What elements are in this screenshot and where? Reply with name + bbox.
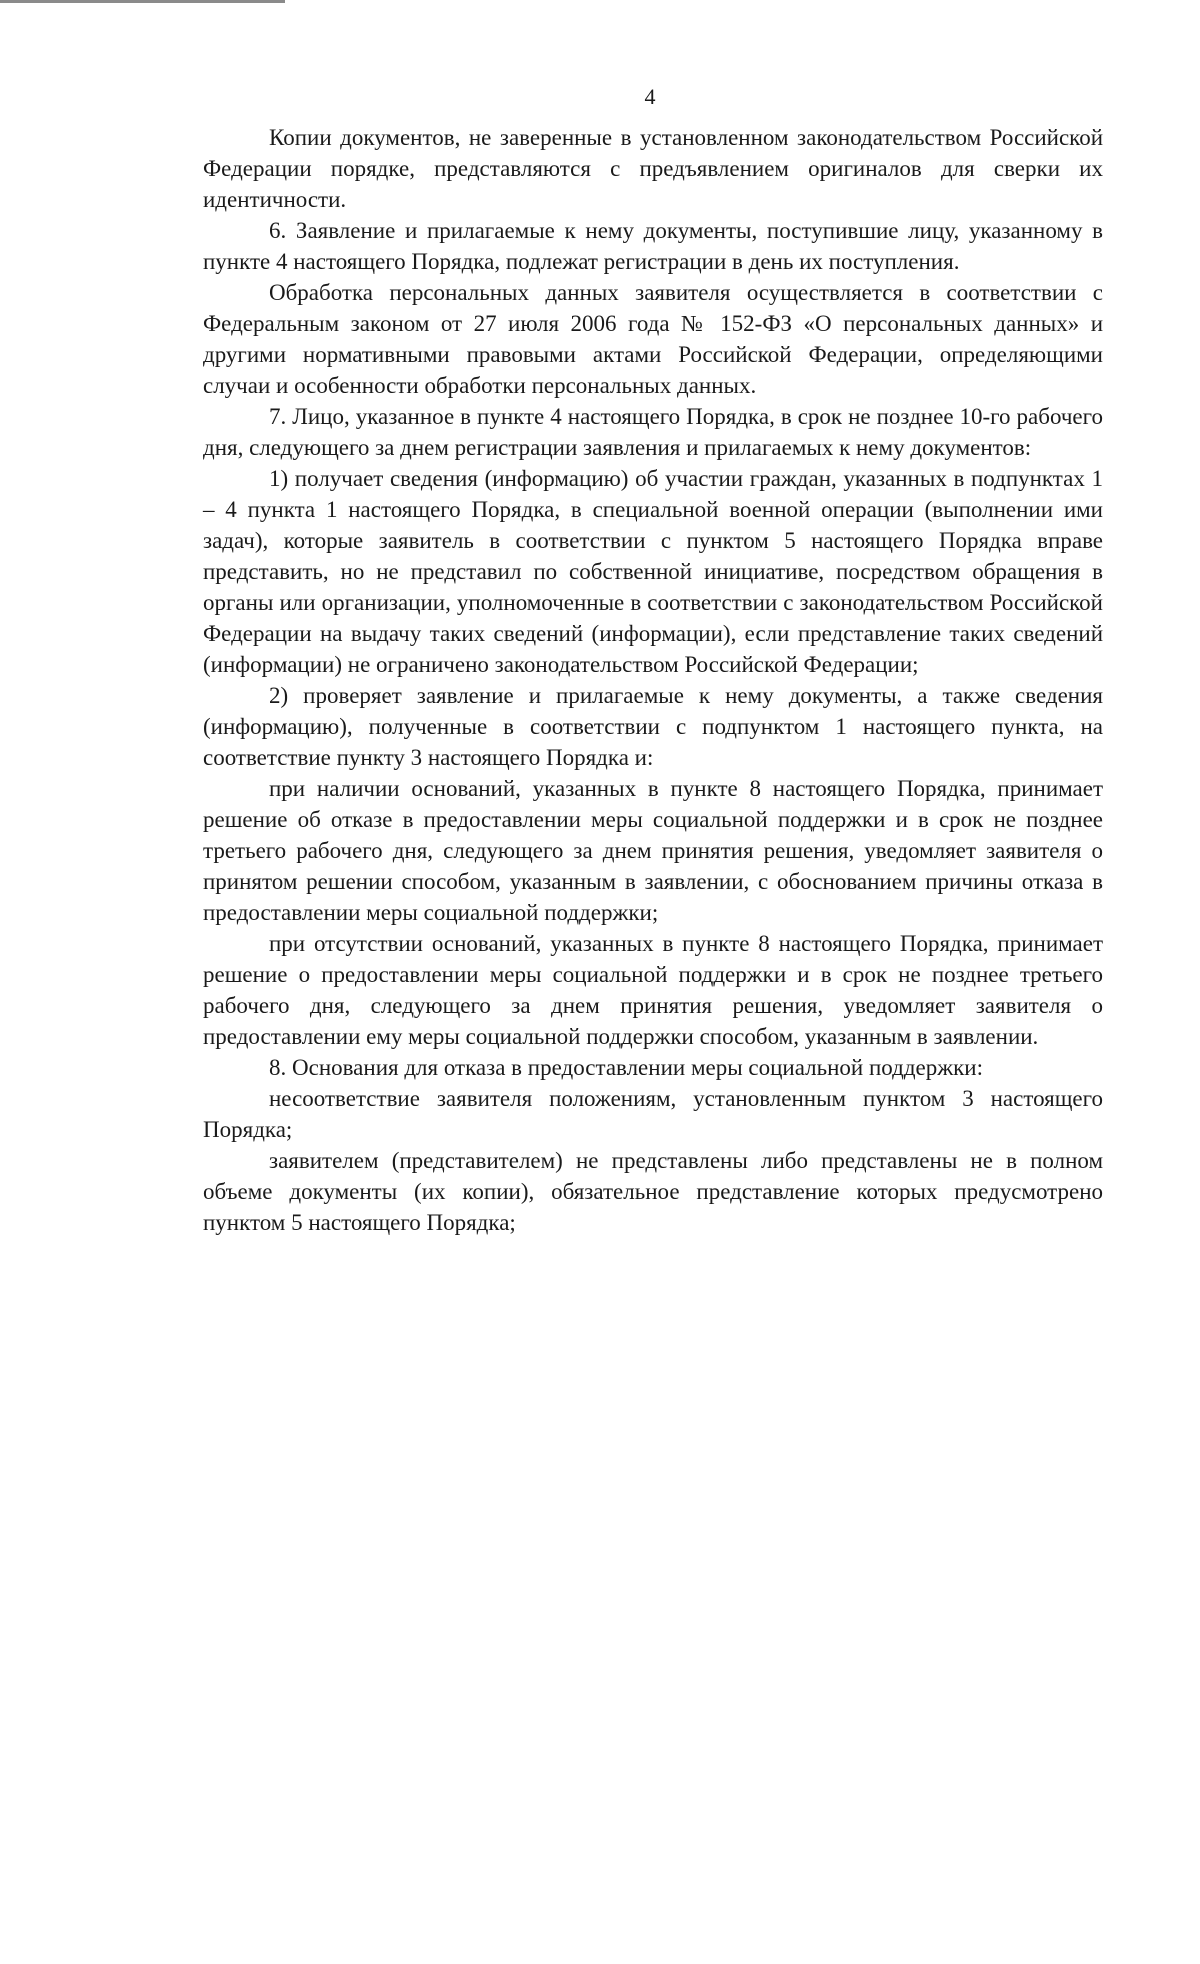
paragraph-ground-nonconformity: несоответствие заявителя положениям, установленным пунктом 3 настоящего Порядка;	[203, 1086, 1103, 1142]
paragraph-item-7: 7. Лицо, указанное в пункте 4 настоящего Порядка, в срок не позднее 10-го рабочего дня, следующего за днем регистрации заявления и прилагаемых к нему документов:	[203, 404, 1103, 460]
paragraph-copies-note: Копии документов, не заверенные в установленном законодательством Российской Федерации порядке, представляются с предъявлением оригиналов для сверки их идентичности.	[203, 125, 1103, 212]
paragraph-approval-decision: при отсутствии оснований, указанных в пункте 8 настоящего Порядка, принимает решение о предоставлении меры социальной поддержки и в срок не позднее третьего рабочего дня, следующего за днем принятия решения, уведомляет заявителя о предоставлении ему меры социальной поддержки способом, указанным в заявлении.	[203, 931, 1103, 1049]
paragraph-refusal-decision: при наличии оснований, указанных в пункте 8 настоящего Порядка, принимает решение об отказе в предоставлении меры социальной поддержки и в срок не позднее третьего рабочего дня, следующего за днем принятия решения, уведомляет заявителя о принятом решении способом, указанным в заявлении, с обоснованием причины отказа в предоставлении меры социальной поддержки;	[203, 776, 1103, 925]
paragraph-subitem-1: 1) получает сведения (информацию) об участии граждан, указанных в подпунктах 1 – 4 пункта 1 настоящего Порядка, в специальной военной операции (выполнении ими задач), которые заявитель в соответствии с пунктом 5 настоящего Порядка вправе представить, но не представил по собственной инициативе, посредством обращения в органы или организации, уполномоченные в соответствии с законодательством Российской Федерации на выдачу таких сведений (информации), если представление таких сведений (информации) не ограничено законодательством Российской Федерации;	[203, 466, 1103, 677]
paragraph-personal-data: Обработка персональных данных заявителя осуществляется в соответствии с Федеральным законом от 27 июля 2006 года № 152-ФЗ «О персональных данных» и другими нормативными правовыми актами Российской Федерации, определяющими случаи и особенности обработки персональных данных.	[203, 280, 1103, 398]
paragraph-item-8: 8. Основания для отказа в предоставлении меры социальной поддержки:	[269, 1055, 983, 1080]
page-number: 4	[644, 84, 656, 109]
paragraph-ground-missing-documents: заявителем (представителем) не представлены либо представлены не в полном объеме документы (их копии), обязательное представление которых предусмотрено пунктом 5 настоящего Порядка;	[203, 1148, 1103, 1235]
scan-edge-line	[0, 0, 285, 3]
paragraph-subitem-2: 2) проверяет заявление и прилагаемые к нему документы, а также сведения (информацию), полученные в соответствии с подпунктом 1 настоящего пункта, на соответствие пункту 3 настоящего Порядка и:	[203, 683, 1103, 770]
document-body	[203, 122, 1103, 1238]
paragraph-item-6: 6. Заявление и прилагаемые к нему документы, поступившие лицу, указанному в пункте 4 настоящего Порядка, подлежат регистрации в день их поступления.	[203, 218, 1103, 274]
